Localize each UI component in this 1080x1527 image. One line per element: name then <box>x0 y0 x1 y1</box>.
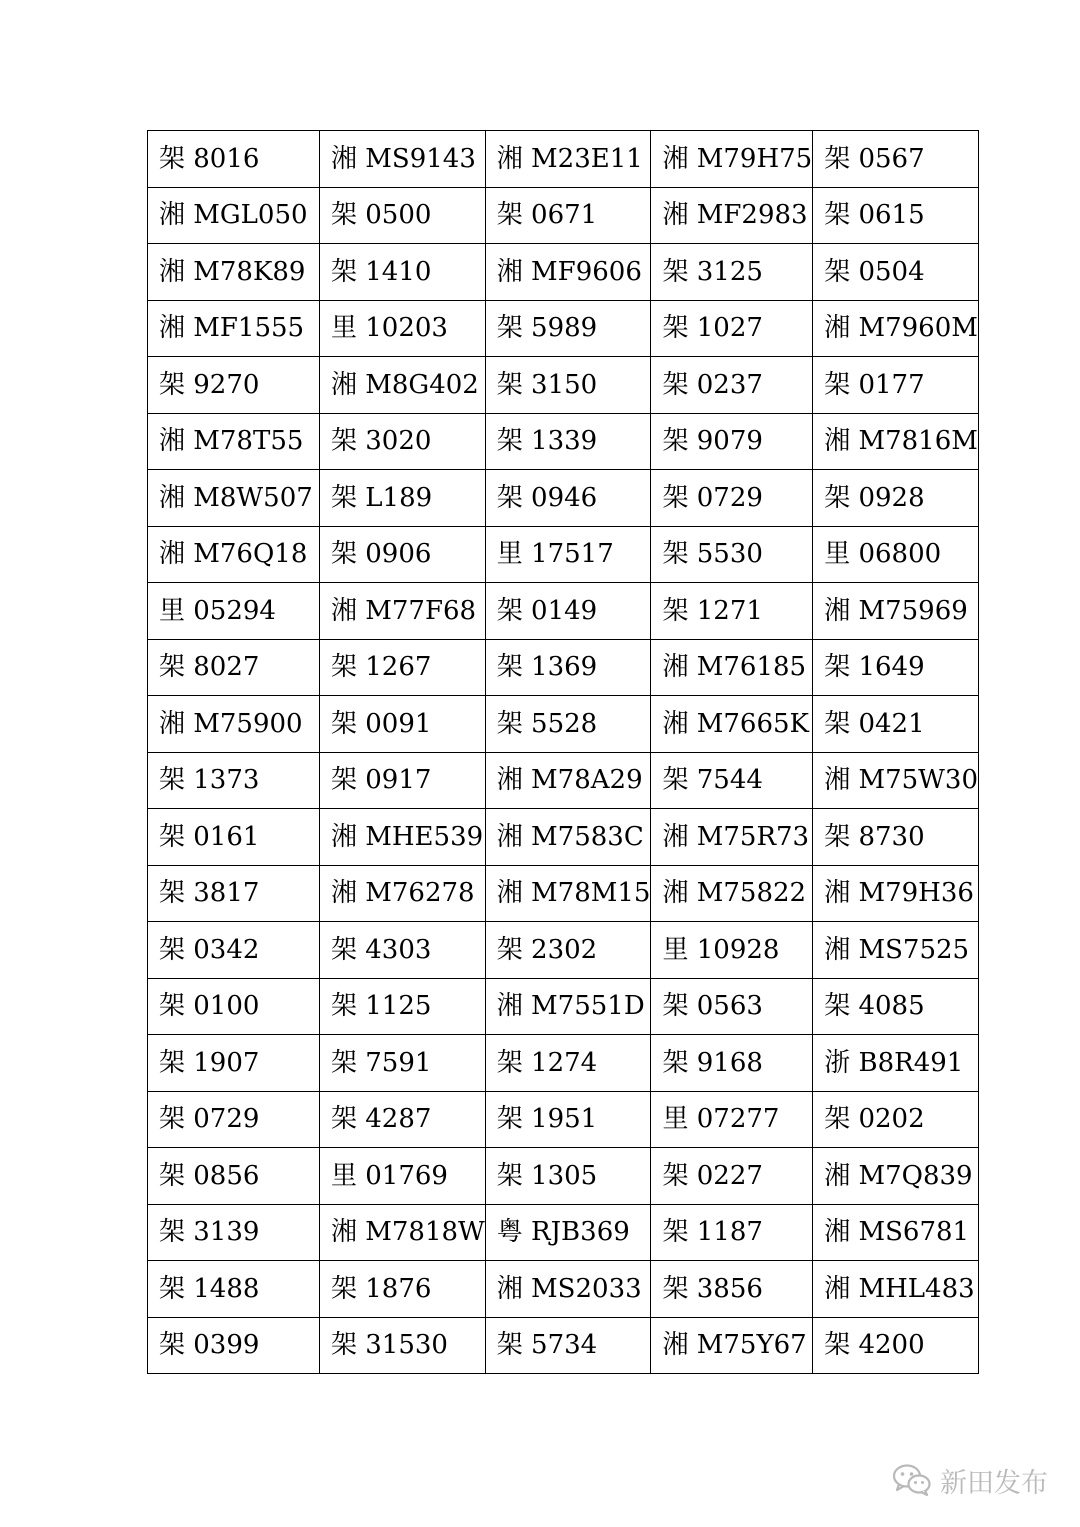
table-row <box>148 1261 979 1318</box>
wechat-icon <box>892 1463 932 1497</box>
plate-number-cell: 湘 M75822 <box>651 865 813 922</box>
plate-number-cell: 里 05294 <box>148 583 320 640</box>
plate-number-cell: 湘 M7665K <box>651 696 813 753</box>
plate-number-cell: 架 1027 <box>651 300 813 357</box>
plate-number-cell: 架 4200 <box>813 1317 979 1374</box>
plate-number-cell: 湘 MHE539 <box>320 809 486 866</box>
plate-number-cell: 架 0202 <box>813 1091 979 1148</box>
plate-number-cell: 浙 B8R491 <box>813 1035 979 1092</box>
plate-number-cell: 湘 M75Y67 <box>651 1317 813 1374</box>
plate-number-cell: 架 4085 <box>813 978 979 1035</box>
plate-number-cell: 里 17517 <box>485 526 651 583</box>
plate-number-cell: 架 8730 <box>813 809 979 866</box>
plate-number-cell: 架 0917 <box>320 752 486 809</box>
plate-number-cell: 架 0421 <box>813 696 979 753</box>
plate-number-cell: 架 1274 <box>485 1035 651 1092</box>
plate-number-cell: 湘 M7551D <box>485 978 651 1035</box>
plate-number-cell: 湘 M7816M <box>813 413 979 470</box>
plate-number-cell: 架 8016 <box>148 131 320 188</box>
plate-number-cell: 湘 MF1555 <box>148 300 320 357</box>
plate-number-cell: 架 1649 <box>813 639 979 696</box>
plate-number-cell: 架 1369 <box>485 639 651 696</box>
plate-number-cell: 湘 M75969 <box>813 583 979 640</box>
plate-number-cell: 架 1125 <box>320 978 486 1035</box>
table-row <box>148 1091 979 1148</box>
plate-number-cell: 架 1271 <box>651 583 813 640</box>
plate-number-cell: 架 0906 <box>320 526 486 583</box>
plate-number-cell: 架 0504 <box>813 244 979 301</box>
table-row <box>148 244 979 301</box>
plate-number-cell: 架 0946 <box>485 470 651 527</box>
plate-number-cell: 湘 MF2983 <box>651 187 813 244</box>
table-row <box>148 357 979 414</box>
plate-number-cell: 湘 MS7525 <box>813 922 979 979</box>
plate-number-cell: 架 1876 <box>320 1261 486 1318</box>
plate-number-table <box>147 130 979 1374</box>
plate-number-cell: 湘 M78A29 <box>485 752 651 809</box>
plate-number-cell: 湘 M7818W <box>320 1204 486 1261</box>
plate-number-cell: 架 1305 <box>485 1148 651 1205</box>
plate-number-cell: 架 0091 <box>320 696 486 753</box>
plate-number-cell: 湘 M79H36 <box>813 865 979 922</box>
plate-number-cell: 湘 M78T55 <box>148 413 320 470</box>
table-row <box>148 1204 979 1261</box>
plate-number-cell: 架 0729 <box>651 470 813 527</box>
plate-number-cell: 架 5734 <box>485 1317 651 1374</box>
table-row <box>148 1148 979 1205</box>
plate-number-cell: 架 0399 <box>148 1317 320 1374</box>
plate-number-cell: 架 9270 <box>148 357 320 414</box>
plate-number-cell: 湘 M75W30 <box>813 752 979 809</box>
plate-number-cell: 湘 M78K89 <box>148 244 320 301</box>
plate-table-body <box>148 131 979 1374</box>
plate-number-cell: 架 3020 <box>320 413 486 470</box>
plate-number-cell: 架 31530 <box>320 1317 486 1374</box>
plate-number-cell: 架 0342 <box>148 922 320 979</box>
plate-number-cell: 架 4287 <box>320 1091 486 1148</box>
plate-number-cell: 里 01769 <box>320 1148 486 1205</box>
plate-number-cell: 架 0161 <box>148 809 320 866</box>
plate-number-cell: 里 06800 <box>813 526 979 583</box>
plate-number-cell: 架 1951 <box>485 1091 651 1148</box>
plate-number-cell: 架 0928 <box>813 470 979 527</box>
plate-number-cell: 架 1410 <box>320 244 486 301</box>
plate-number-cell: 架 L189 <box>320 470 486 527</box>
plate-number-cell: 架 8027 <box>148 639 320 696</box>
table-row <box>148 639 979 696</box>
plate-number-cell: 架 3150 <box>485 357 651 414</box>
plate-number-cell: 架 5989 <box>485 300 651 357</box>
plate-number-cell: 架 2302 <box>485 922 651 979</box>
plate-number-cell: 湘 MS2033 <box>485 1261 651 1318</box>
plate-number-cell: 架 0100 <box>148 978 320 1035</box>
table-row <box>148 978 979 1035</box>
plate-number-cell: 里 07277 <box>651 1091 813 1148</box>
plate-number-cell: 架 7544 <box>651 752 813 809</box>
plate-number-cell: 湘 M75R73 <box>651 809 813 866</box>
plate-number-cell: 湘 M23E11 <box>485 131 651 188</box>
plate-number-cell: 湘 MS6781 <box>813 1204 979 1261</box>
plate-number-cell: 湘 M76278 <box>320 865 486 922</box>
plate-number-cell: 湘 MHL483 <box>813 1261 979 1318</box>
table-row <box>148 413 979 470</box>
table-row <box>148 809 979 866</box>
plate-number-cell: 湘 M8W507 <box>148 470 320 527</box>
table-row <box>148 752 979 809</box>
plate-number-cell: 湘 M8G402 <box>320 357 486 414</box>
plate-number-cell: 架 0227 <box>651 1148 813 1205</box>
plate-number-cell: 粤 RJB369 <box>485 1204 651 1261</box>
table-row <box>148 865 979 922</box>
table-row <box>148 470 979 527</box>
table-row <box>148 922 979 979</box>
plate-number-cell: 里 10203 <box>320 300 486 357</box>
plate-number-cell: 架 3817 <box>148 865 320 922</box>
plate-number-cell: 架 0671 <box>485 187 651 244</box>
plate-number-cell: 架 0149 <box>485 583 651 640</box>
plate-number-cell: 湘 MS9143 <box>320 131 486 188</box>
plate-number-cell: 湘 M77F68 <box>320 583 486 640</box>
plate-number-cell: 湘 M75900 <box>148 696 320 753</box>
plate-number-cell: 里 10928 <box>651 922 813 979</box>
plate-number-cell: 架 0563 <box>651 978 813 1035</box>
plate-number-cell: 架 0500 <box>320 187 486 244</box>
plate-number-cell: 架 1187 <box>651 1204 813 1261</box>
plate-number-cell: 架 3856 <box>651 1261 813 1318</box>
plate-number-cell: 湘 M79H75 <box>651 131 813 188</box>
plate-number-cell: 架 4303 <box>320 922 486 979</box>
plate-number-cell: 架 3125 <box>651 244 813 301</box>
plate-number-cell: 湘 M7960M <box>813 300 979 357</box>
plate-number-cell: 架 9168 <box>651 1035 813 1092</box>
plate-number-cell: 湘 M76Q18 <box>148 526 320 583</box>
plate-number-cell: 架 0615 <box>813 187 979 244</box>
table-row <box>148 131 979 188</box>
table-row <box>148 1317 979 1374</box>
plate-number-cell: 架 0729 <box>148 1091 320 1148</box>
account-watermark <box>892 1458 1048 1502</box>
plate-number-cell: 湘 M7Q839 <box>813 1148 979 1205</box>
table-row <box>148 1035 979 1092</box>
plate-number-cell: 湘 MF9606 <box>485 244 651 301</box>
plate-number-cell: 架 1373 <box>148 752 320 809</box>
table-row <box>148 526 979 583</box>
plate-number-cell: 架 5528 <box>485 696 651 753</box>
plate-number-cell: 架 1339 <box>485 413 651 470</box>
plate-number-cell: 湘 M76185 <box>651 639 813 696</box>
plate-number-cell: 架 7591 <box>320 1035 486 1092</box>
plate-number-cell: 架 9079 <box>651 413 813 470</box>
plate-number-cell: 架 0856 <box>148 1148 320 1205</box>
plate-number-cell: 湘 MGL050 <box>148 187 320 244</box>
table-row <box>148 187 979 244</box>
plate-number-cell: 架 0177 <box>813 357 979 414</box>
plate-number-cell: 架 0567 <box>813 131 979 188</box>
plate-number-cell: 架 3139 <box>148 1204 320 1261</box>
plate-number-cell: 湘 M78M15 <box>485 865 651 922</box>
table-row <box>148 696 979 753</box>
plate-number-cell: 架 5530 <box>651 526 813 583</box>
plate-number-cell: 湘 M7583C <box>485 809 651 866</box>
plate-number-cell: 架 1267 <box>320 639 486 696</box>
plate-number-cell: 架 0237 <box>651 357 813 414</box>
plate-number-cell: 架 1907 <box>148 1035 320 1092</box>
table-row <box>148 300 979 357</box>
table-row <box>148 583 979 640</box>
watermark-text: 新田发布 <box>940 1467 1048 1499</box>
plate-number-cell: 架 1488 <box>148 1261 320 1318</box>
